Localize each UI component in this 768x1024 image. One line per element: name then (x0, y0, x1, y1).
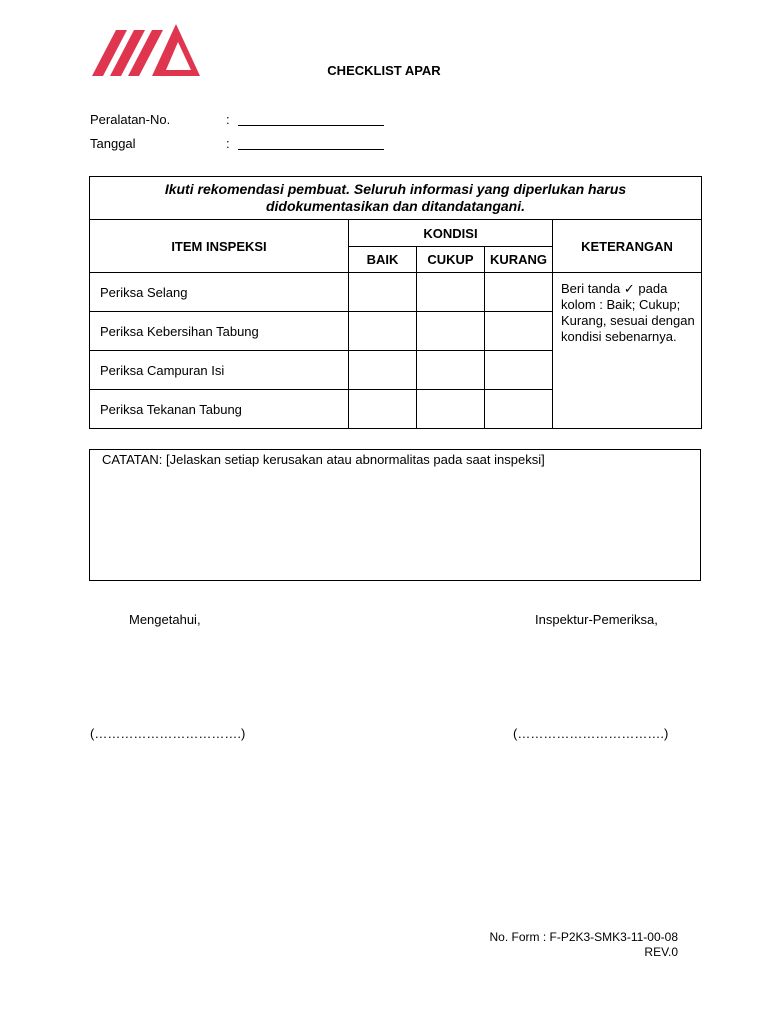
cell-baik[interactable] (349, 351, 417, 390)
cell-baik[interactable] (349, 390, 417, 429)
item-label: Periksa Campuran Isi (90, 351, 349, 390)
instruction-cell (90, 177, 702, 220)
inspection-table (89, 176, 702, 429)
cell-cukup[interactable] (417, 312, 485, 351)
revision: REV.0 (644, 945, 678, 959)
cell-cukup[interactable] (417, 351, 485, 390)
right-signature-line[interactable]: (…………………………….) (513, 726, 669, 741)
form-footer (489, 930, 678, 960)
field-label: Peralatan-No. (90, 112, 171, 127)
header-kurang: KURANG (485, 247, 553, 273)
cell-kurang[interactable] (485, 312, 553, 351)
cell-baik[interactable] (349, 312, 417, 351)
peralatan-no-line[interactable] (238, 113, 384, 126)
field-label: Tanggal (90, 136, 136, 151)
field-tanggal (90, 136, 384, 151)
cell-kurang[interactable] (485, 351, 553, 390)
field-colon: : (226, 136, 230, 151)
item-label: Periksa Selang (90, 273, 349, 312)
field-colon: : (226, 112, 230, 127)
header-cukup: CUKUP (417, 247, 485, 273)
header-item-inspeksi: ITEM INSPEKSI (90, 220, 349, 273)
keterangan-text-after: pada kolom : Baik; Cukup; Kurang, sesuai dengan kondisi sebenarnya. (561, 281, 695, 344)
cell-cukup[interactable] (417, 390, 485, 429)
catatan-label: CATATAN: [Jelaskan setiap kerusakan atau abnormalitas pada saat inspeksi] (102, 452, 545, 467)
left-signature-line[interactable]: (…………………………….) (90, 726, 246, 741)
inspektur-label: Inspektur-Pemeriksa, (535, 612, 658, 627)
cell-baik[interactable] (349, 273, 417, 312)
keterangan-text-before: Beri tanda (561, 281, 621, 296)
cell-cukup[interactable] (417, 273, 485, 312)
tanggal-line[interactable] (238, 137, 384, 150)
field-peralatan-no (90, 112, 384, 127)
document-title: CHECKLIST APAR (327, 63, 441, 78)
cell-kurang[interactable] (485, 273, 553, 312)
mengetahui-label: Mengetahui, (129, 612, 201, 627)
header-keterangan: KETERANGAN (553, 220, 702, 273)
header-kondisi: KONDISI (349, 220, 553, 247)
item-label: Periksa Tekanan Tabung (90, 390, 349, 429)
form-number: No. Form : F-P2K3-SMK3-11-00-08 (489, 930, 678, 944)
item-label: Periksa Kebersihan Tabung (90, 312, 349, 351)
table-row (90, 273, 702, 312)
instruction-line-2: didokumentasikan dan ditandatangani. (265, 198, 526, 214)
checkmark-icon: ✓ (623, 281, 635, 296)
header-baik: BAIK (349, 247, 417, 273)
cell-kurang[interactable] (485, 390, 553, 429)
catatan-box[interactable] (89, 449, 701, 581)
instruction-line-1: Ikuti rekomendasi pembuat. Seluruh informasi yang diperlukan harus (164, 181, 627, 197)
keterangan-note (553, 273, 702, 429)
